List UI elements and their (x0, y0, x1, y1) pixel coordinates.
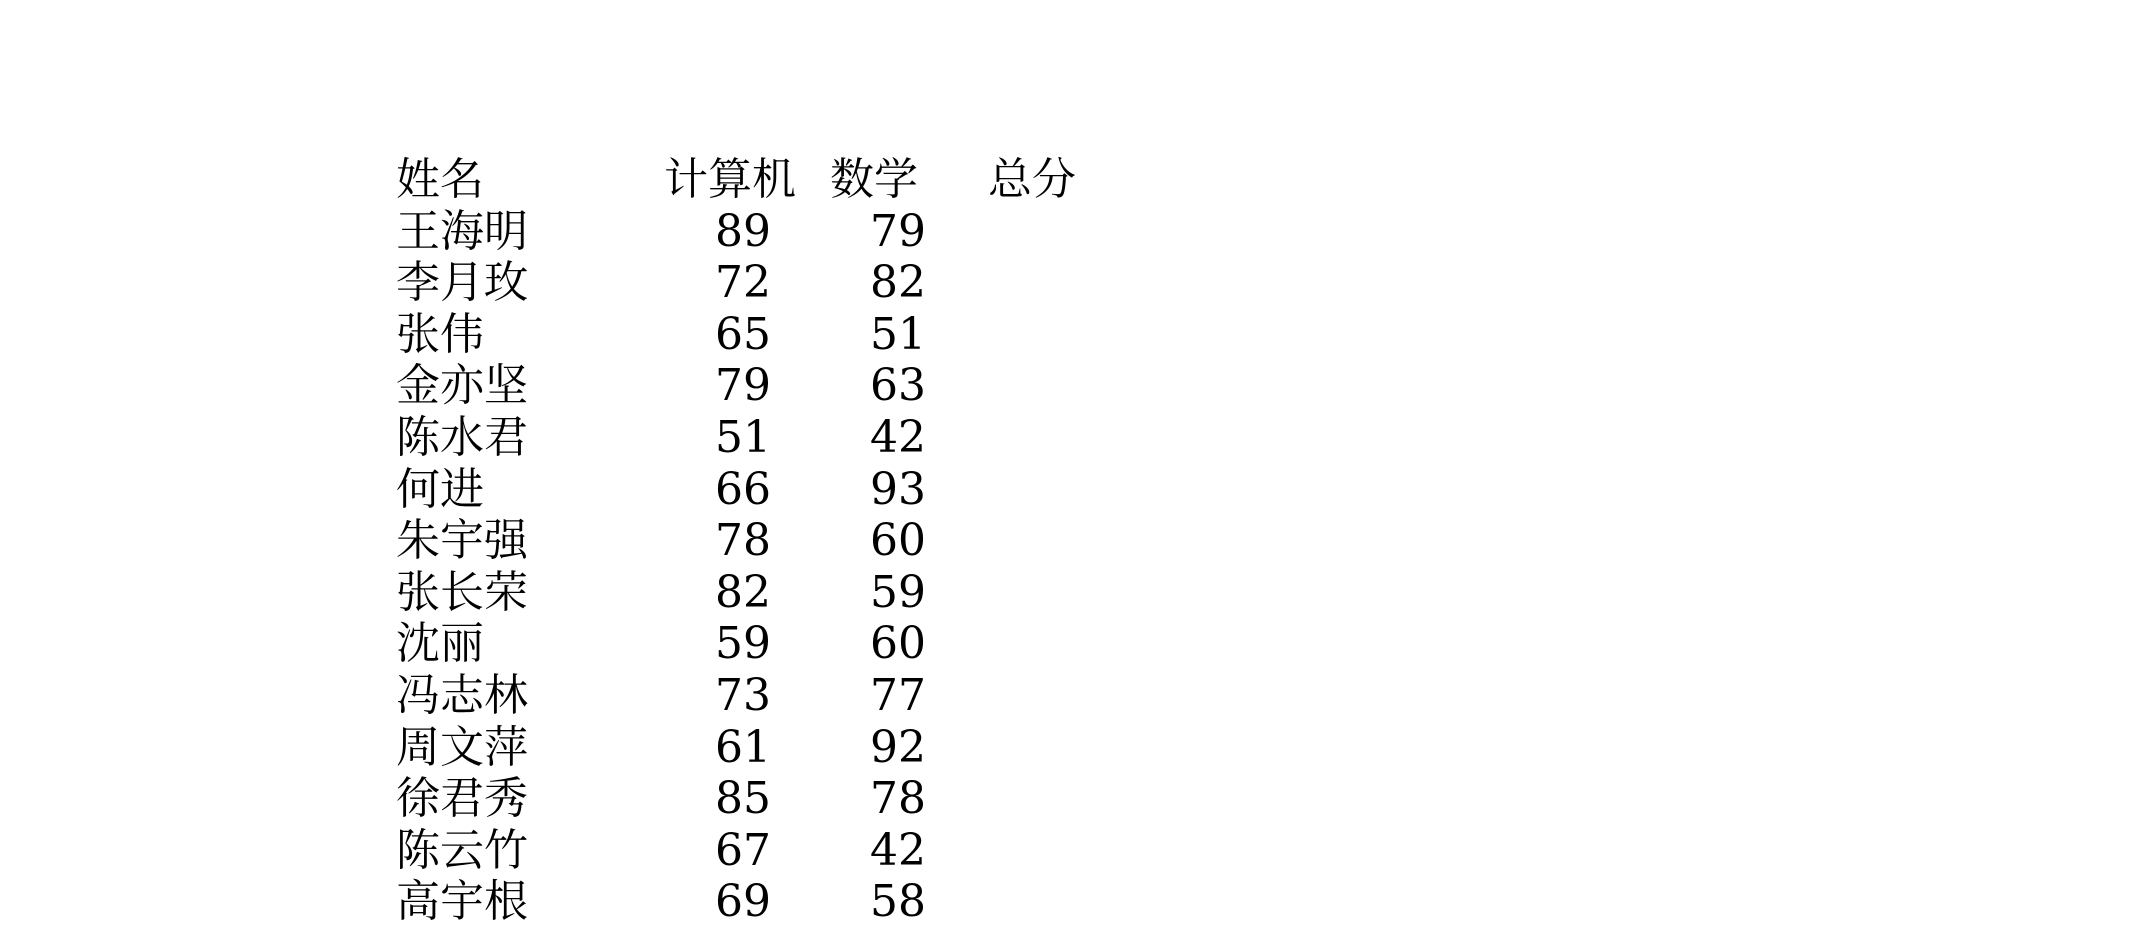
computer-cell[interactable]: 79 (715, 360, 771, 412)
computer-cell[interactable]: 69 (715, 876, 771, 928)
score-table (396, 154, 1196, 928)
math-cell[interactable]: 63 (870, 360, 926, 412)
computer-cell[interactable]: 85 (715, 773, 771, 825)
name-cell[interactable]: 金亦坚 (396, 360, 528, 412)
name-cell[interactable]: 徐君秀 (396, 773, 528, 825)
table-row (396, 257, 1196, 309)
math-cell[interactable]: 82 (870, 257, 926, 309)
name-cell[interactable]: 张伟 (396, 308, 484, 360)
computer-cell[interactable]: 78 (715, 515, 771, 567)
math-cell[interactable]: 60 (870, 618, 926, 670)
table-row (396, 412, 1196, 464)
math-cell[interactable]: 93 (870, 463, 926, 515)
computer-cell[interactable]: 72 (715, 257, 771, 309)
math-cell[interactable]: 59 (870, 566, 926, 618)
header-name[interactable]: 姓名 (396, 154, 484, 205)
table-row (396, 618, 1196, 670)
math-cell[interactable]: 92 (870, 721, 926, 773)
math-cell[interactable]: 51 (870, 308, 926, 360)
table-row (396, 567, 1196, 619)
computer-cell[interactable]: 51 (715, 411, 771, 463)
table-row (396, 876, 1196, 928)
name-cell[interactable]: 沈丽 (396, 618, 484, 670)
table-row (396, 360, 1196, 412)
name-cell[interactable]: 何进 (396, 463, 484, 515)
math-cell[interactable]: 77 (870, 669, 926, 721)
table-row (396, 309, 1196, 361)
computer-cell[interactable]: 67 (715, 824, 771, 876)
computer-cell[interactable]: 59 (715, 618, 771, 670)
header-computer[interactable]: 计算机 (664, 154, 796, 205)
computer-cell[interactable]: 61 (715, 721, 771, 773)
computer-cell[interactable]: 65 (715, 308, 771, 360)
table-row (396, 722, 1196, 774)
header-row (396, 154, 1196, 206)
name-cell[interactable]: 高宇根 (396, 876, 528, 928)
computer-cell[interactable]: 66 (715, 463, 771, 515)
math-cell[interactable]: 58 (870, 876, 926, 928)
table-row (396, 206, 1196, 258)
math-cell[interactable]: 42 (870, 824, 926, 876)
table-row (396, 464, 1196, 516)
computer-cell[interactable]: 73 (715, 669, 771, 721)
table-row (396, 515, 1196, 567)
computer-cell[interactable]: 89 (715, 205, 771, 257)
table-row (396, 670, 1196, 722)
math-cell[interactable]: 79 (870, 205, 926, 257)
computer-cell[interactable]: 82 (715, 566, 771, 618)
name-cell[interactable]: 冯志林 (396, 669, 528, 721)
header-math[interactable]: 数学 (830, 154, 918, 205)
math-cell[interactable]: 60 (870, 515, 926, 567)
math-cell[interactable]: 42 (870, 411, 926, 463)
table-row (396, 773, 1196, 825)
name-cell[interactable]: 王海明 (396, 205, 528, 257)
name-cell[interactable]: 李月玫 (396, 257, 528, 309)
table-body (396, 206, 1196, 928)
name-cell[interactable]: 周文萍 (396, 721, 528, 773)
math-cell[interactable]: 78 (870, 773, 926, 825)
name-cell[interactable]: 陈水君 (396, 411, 528, 463)
header-total[interactable]: 总分 (988, 154, 1076, 205)
table-row (396, 825, 1196, 877)
name-cell[interactable]: 张长荣 (396, 566, 528, 618)
name-cell[interactable]: 陈云竹 (396, 824, 528, 876)
name-cell[interactable]: 朱宇强 (396, 515, 528, 567)
